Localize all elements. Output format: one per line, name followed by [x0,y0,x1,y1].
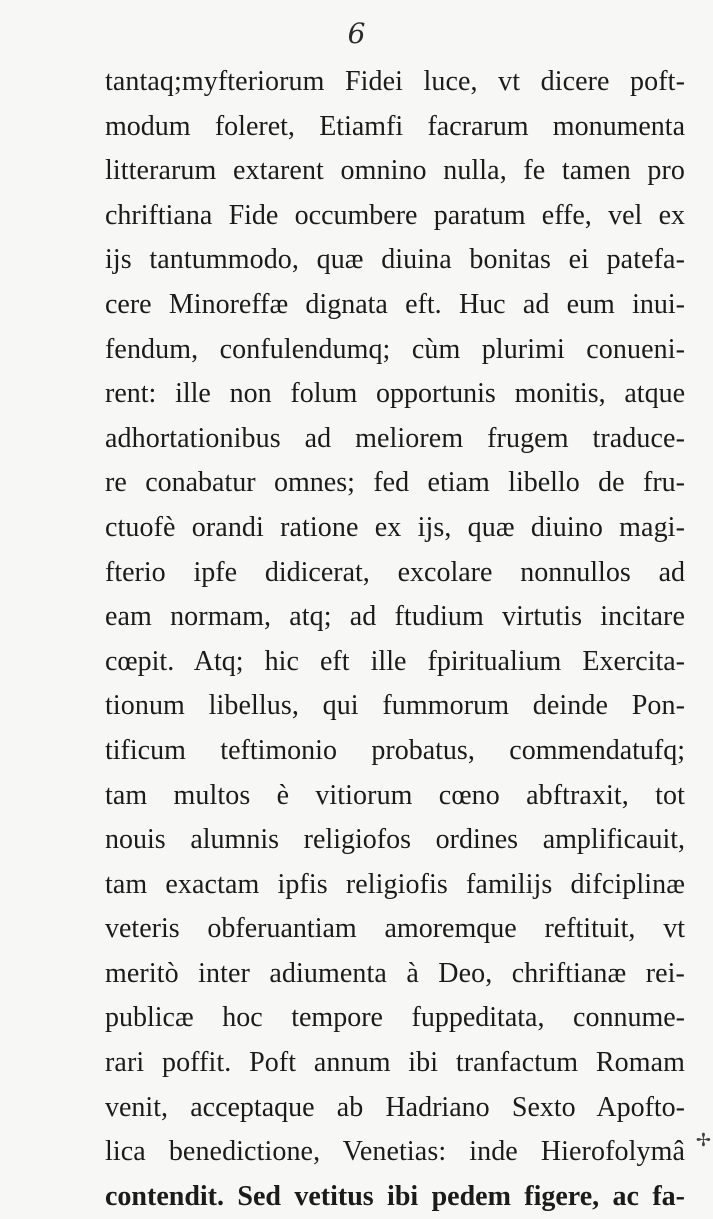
edge-mark-icon: ✢ [695,1130,711,1151]
text-line: tificum teftimonio probatus, commendatufq; [105,734,685,766]
text-line: adhortationibus ad meliorem frugem traduce- [105,422,685,454]
body-text [105,60,685,1219]
text-line: re conabatur omnes; fed etiam libello de fru- [105,467,685,499]
text-line: veteris obferuantiam amoremque reftituit, vt [105,913,685,945]
text-line: tantaq;myfteriorum Fidei luce, vt dicere poft- [105,66,685,97]
text-line: venit, acceptaque ab Hadriano Sexto Apofto- [105,1091,685,1123]
text-line: tionum libellus, qui fummorum deinde Pon- [105,690,685,722]
text-line: nouis alumnis religiofos ordines amplificauit, [105,824,685,856]
text-line: fendum, confulendumq; cùm plurimi conueni- [105,333,685,365]
text-line: ctuofè orandi ratione ex ijs, quæ diuino magi- [105,511,685,543]
text-line: contendit. Sed vetitus ibi pedem figere, ac fa- [105,1180,685,1212]
text-line: publicæ hoc tempore fuppeditata, connume- [105,1002,685,1034]
text-line: tam exactam ipfis religiofis familijs difciplinæ [105,868,685,900]
text-line: eam normam, atq; ad ftudium virtutis incitare [105,601,685,633]
text-line: chriftiana Fide occumbere paratum effe, vel ex [105,199,685,231]
text-line: ijs tantummodo, quæ diuina bonitas ei patefa- [105,244,685,276]
text-line: litterarum extarent omnino nulla, fe tamen pro [105,155,685,187]
text-line: lica benedictione, Venetias: inde Hierofolymâ [105,1136,685,1168]
text-line: rent: ille non folum opportunis monitis, atque [105,378,685,410]
text-line: tam multos è vitiorum cœno abftraxit, tot [105,779,685,811]
text-line: meritò inter adiumenta à Deo, chriftianæ rei- [105,957,685,989]
text-line: modum foleret, Etiamfi facrarum monumenta [105,110,685,142]
page-number: 6 [347,17,366,50]
text-line: rari poffit. Poft annum ibi tranfactum Romam [105,1047,685,1079]
text-line: fterio ipfe didicerat, excolare nonnullos ad [105,556,685,588]
text-line: cere Minoreffæ dignata eft. Huc ad eum inui- [105,288,685,320]
text-line: cœpit. Atq; hic eft ille fpiritualium Exercita- [105,645,685,677]
